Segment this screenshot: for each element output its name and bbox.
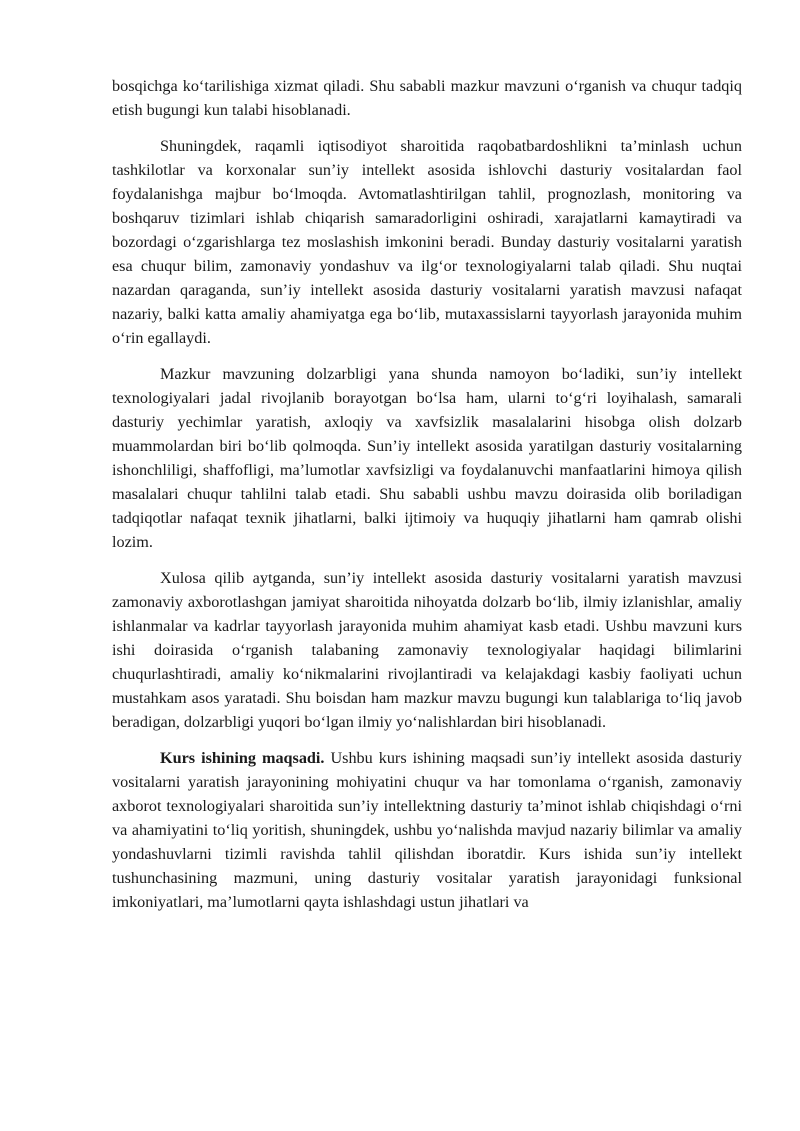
paragraph-text: Ushbu kurs ishining maqsadi sun’iy intellekt asosida dasturiy vositalarni yaratish jarayonining mohiyatini chuqur va har tomonlama o‘rganish, zamonaviy axborot texnologiyalari sharoitida sun’iy intellektning dasturiy ta’minot ishlab chiqishdagi o‘rni va ahamiyatini to‘liq yoritish, shuningdek, ushbu yo‘nalishda mavjud nazariy bilimlar va amaliy yondashuvlarni tizimli ravishda tahlil qilishdan iboratdir. Kurs ishida sun’iy intellekt tushunchasining mazmuni, uning dasturiy vositalar yaratish jarayonidagi funksional imkoniyatlari, ma’lumotlarni qayta ishlashdagi ustun jihatlari va	[112, 749, 742, 911]
paragraph-continuation	[112, 74, 742, 122]
document-page	[112, 74, 742, 926]
paragraph-conclusion	[112, 566, 742, 734]
paragraph-text: bosqichga ko‘tarilishiga xizmat qiladi. Shu sababli mazkur mavzuni o‘rganish va chuqur tadqiq etish bugungi kun talabi hisoblanadi.	[112, 77, 742, 119]
paragraph-text: Xulosa qilib aytganda, sun’iy intellekt asosida dasturiy vositalarni yaratish mavzusi zamonaviy axborotlashgan jamiyat sharoitida nihoyatda dolzarb bo‘lib, ilmiy izlanishlar, amaliy ishlanmalar va kadrlar tayyorlash jarayonida muhim ahamiyat kasb etadi. Ushbu mavzuni kurs ishi doirasida o‘rganish talabaning zamonaviy texnologiyalar haqidagi bilimlarini chuqurlashtiradi, amaliy ko‘nikmalarini rivojlantiradi va kelajakdagi kasbiy faoliyati uchun mustahkam asos yaratadi. Shu boisdan ham mazkur mavzu bugungi kun talablariga to‘liq javob beradigan, dolzarbligi yuqori bo‘lgan ilmiy yo‘nalishlardan biri hisoblanadi.	[112, 569, 742, 731]
paragraph-text: Mazkur mavzuning dolzarbligi yana shunda namoyon bo‘ladiki, sun’iy intellekt texnologiyalari jadal rivojlanib borayotgan bo‘lsa ham, ularni to‘g‘ri loyihalash, samarali dasturiy yechimlar yaratish, axloqiy va xavfsizlik masalalarini hisobga olish dolzarb muammolardan biri bo‘lib qolmoqda. Sun’iy intellekt asosida yaratilgan dasturiy vositalarning ishonchliligi, shaffofligi, ma’lumotlar xavfsizligi va foydalanuvchi manfaatlarini himoya qilish masalalari chuqur tahlilni talab etadi. Shu sababli ushbu mavzu doirasida olib boriladigan tadqiqotlar nafaqat texnik jihatlarni, balki ijtimoiy va huquqiy jihatlarni ham qamrab olishi lozim.	[112, 365, 742, 551]
paragraph-course-goal	[112, 746, 742, 914]
paragraph-digital-economy	[112, 134, 742, 350]
paragraph-relevance	[112, 362, 742, 554]
paragraph-text: Shuningdek, raqamli iqtisodiyot sharoitida raqobatbardoshlikni ta’minlash uchun tashkilotlar va korxonalar sun’iy intellekt asosida ishlovchi dasturiy vositalardan faol foydalanishga majbur bo‘lmoqda. Avtomatlashtirilgan tahlil, prognozlash, monitoring va boshqaruv tizimlari ishlab chiqarish samaradorligini oshiradi, xarajatlarni kamaytiradi va bozordagi o‘zgarishlarga tez moslashish imkonini beradi. Bunday dasturiy vositalarni yaratish esa chuqur bilim, zamonaviy yondashuv va ilg‘or texnologiyalarni talab qiladi. Shu nuqtai nazardan qaraganda, sun’iy intellekt asosida dasturiy vositalarni yaratish mavzusi nafaqat nazariy, balki katta amaliy ahamiyatga ega bo‘lib, mutaxassislarni tayyorlash jarayonida muhim o‘rin egallaydi.	[112, 137, 742, 347]
section-heading-inline: Kurs ishining maqsadi.	[160, 749, 325, 767]
